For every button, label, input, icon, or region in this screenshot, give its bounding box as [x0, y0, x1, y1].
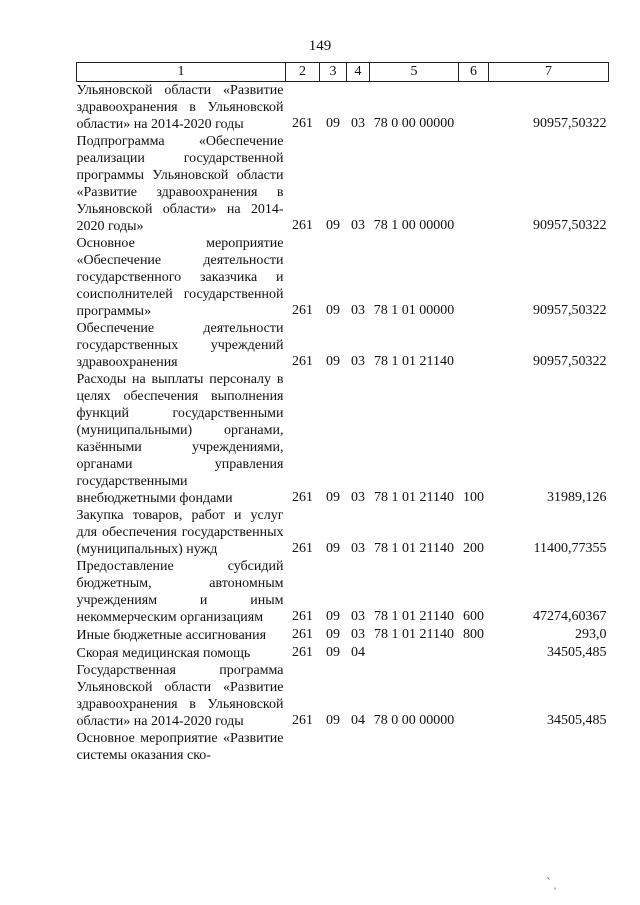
row-amount-cell: 90957,50322	[533, 303, 607, 318]
table-header-row	[77, 63, 609, 82]
page-number: 149	[308, 38, 332, 54]
row-section-cell: 09	[326, 609, 340, 624]
row-name-cell: Предоставление субсидий бюджетным, автономным учреждениям и иным некоммерческим организациям	[76, 559, 284, 625]
table-row	[77, 730, 609, 764]
row-amount-cell: 90957,50322	[533, 116, 607, 131]
row-expense-type-cell: 600	[463, 609, 484, 624]
table-row	[77, 320, 609, 371]
row-target-code-cell: 78 1 01 21140	[374, 627, 454, 642]
row-target-code-cell: 78 1 01 21140	[374, 609, 454, 624]
row-section-cell: 09	[326, 116, 340, 131]
row-target-code-cell: 78 1 01 21140	[374, 354, 454, 369]
row-expense-type-cell: 100	[463, 490, 484, 505]
row-section-cell: 09	[326, 490, 340, 505]
row-amount-cell: 47274,60367	[533, 609, 607, 624]
column-header: 5	[370, 63, 459, 82]
row-subsection-cell: 03	[351, 490, 365, 505]
table-row	[77, 82, 609, 134]
column-header: 2	[286, 63, 320, 82]
table-row	[77, 644, 609, 662]
row-name-cell: Обеспечение деятельности государственных учреждений здравоохранения	[76, 321, 284, 370]
row-subsection-cell	[347, 730, 370, 764]
row-subsection-cell: 03	[351, 627, 365, 642]
row-expense-type-cell	[459, 320, 489, 371]
row-amount-cell: 11400,77355	[533, 541, 607, 556]
table-row	[77, 662, 609, 730]
row-subsection-cell: 04	[351, 645, 365, 660]
row-name-cell: Скорая медицинская помощь	[76, 646, 251, 661]
row-expense-type-cell	[459, 644, 489, 662]
row-amount-cell: 34505,485	[547, 713, 607, 728]
row-expense-type-cell: 200	[463, 541, 484, 556]
row-target-code-cell: 78 0 00 00000	[373, 713, 455, 728]
row-code-cell: 261	[292, 627, 313, 642]
row-name-cell: Ульяновской области «Развитие здравоохранения в Ульяновской области» на 2014-2020 годы	[76, 83, 284, 132]
row-code-cell: 261	[292, 354, 313, 369]
row-amount-cell	[489, 730, 609, 764]
row-name-cell: Основное мероприятие «Обеспечение деятельности государственного заказчика и соисполнителей государственной программы»	[76, 236, 284, 319]
table-row	[77, 235, 609, 320]
row-name-cell: Иные бюджетные ассигнования	[76, 628, 267, 643]
row-amount-cell: 90957,50322	[533, 218, 607, 233]
row-target-code-cell	[370, 730, 459, 764]
row-section-cell: 09	[326, 303, 340, 318]
row-target-code-cell: 78 1 00 00000	[373, 218, 455, 233]
row-subsection-cell: 03	[351, 609, 365, 624]
row-code-cell: 261	[292, 609, 313, 624]
row-subsection-cell: 03	[351, 541, 365, 556]
row-section-cell: 09	[326, 218, 340, 233]
row-section-cell: 09	[326, 627, 340, 642]
row-subsection-cell: 04	[351, 713, 365, 728]
column-header: 3	[320, 63, 347, 82]
row-amount-cell: 34505,485	[547, 645, 607, 660]
row-expense-type-cell	[459, 235, 489, 320]
table-row	[77, 558, 609, 626]
row-expense-type-cell	[459, 133, 489, 235]
row-expense-type-cell	[459, 662, 489, 730]
row-subsection-cell: 03	[351, 354, 365, 369]
row-section-cell: 09	[326, 541, 340, 556]
row-amount-cell: 90957,50322	[533, 354, 607, 369]
column-header: 4	[347, 63, 370, 82]
row-section-cell: 09	[326, 354, 340, 369]
row-name-cell: Закупка товаров, работ и услуг для обеспечения государственных (муниципальных) нужд	[76, 508, 284, 557]
row-expense-type-cell	[459, 730, 489, 764]
scan-artifact: ՝ ͺ	[546, 876, 558, 890]
table-body	[77, 82, 609, 765]
column-header: 6	[459, 63, 489, 82]
row-code-cell: 261	[292, 490, 313, 505]
row-code-cell: 261	[292, 541, 313, 556]
row-target-code-cell: 78 1 01 21140	[374, 490, 454, 505]
row-expense-type-cell	[459, 82, 489, 134]
row-name-cell: Государственная программа Ульяновской области «Развитие здравоохранения в Ульяновской области» на 2014-2020 годы	[76, 663, 284, 729]
row-subsection-cell: 03	[351, 303, 365, 318]
row-code-cell	[286, 730, 320, 764]
row-subsection-cell: 03	[351, 116, 365, 131]
row-code-cell: 261	[292, 116, 313, 131]
table-row	[77, 133, 609, 235]
row-section-cell: 09	[326, 713, 340, 728]
row-target-code-cell: 78 1 01 00000	[373, 303, 455, 318]
column-header: 1	[77, 63, 286, 82]
row-subsection-cell: 03	[351, 218, 365, 233]
table-row	[77, 507, 609, 558]
row-code-cell: 261	[292, 303, 313, 318]
row-name-cell: Основное мероприятие «Развитие системы оказания ско-	[76, 731, 284, 763]
row-target-code-cell	[370, 644, 459, 662]
row-target-code-cell: 78 1 01 21140	[374, 541, 454, 556]
row-target-code-cell: 78 0 00 00000	[373, 116, 455, 131]
table-row	[77, 626, 609, 644]
table-row	[77, 371, 609, 507]
column-header: 7	[489, 63, 609, 82]
row-section-cell: 09	[326, 645, 340, 660]
row-code-cell: 261	[292, 218, 313, 233]
row-expense-type-cell: 800	[463, 627, 484, 642]
row-amount-cell: 293,0	[575, 627, 607, 642]
budget-table	[76, 62, 609, 764]
row-name-cell: Расходы на выплаты персоналу в целях обеспечения выполнения функций государственными (муниципальными) органами, казёнными учреждениями, органами управления государственными внебюджетными фондами	[76, 372, 284, 506]
row-name-cell: Подпрограмма «Обеспечение реализации государственной программы Ульяновской области «Развитие здравоохранения в Ульяновской области» на 2014-2020 годы»	[76, 134, 284, 234]
row-code-cell: 261	[292, 645, 313, 660]
row-amount-cell: 31989,126	[547, 490, 607, 505]
row-section-cell	[320, 730, 347, 764]
row-code-cell: 261	[292, 713, 313, 728]
